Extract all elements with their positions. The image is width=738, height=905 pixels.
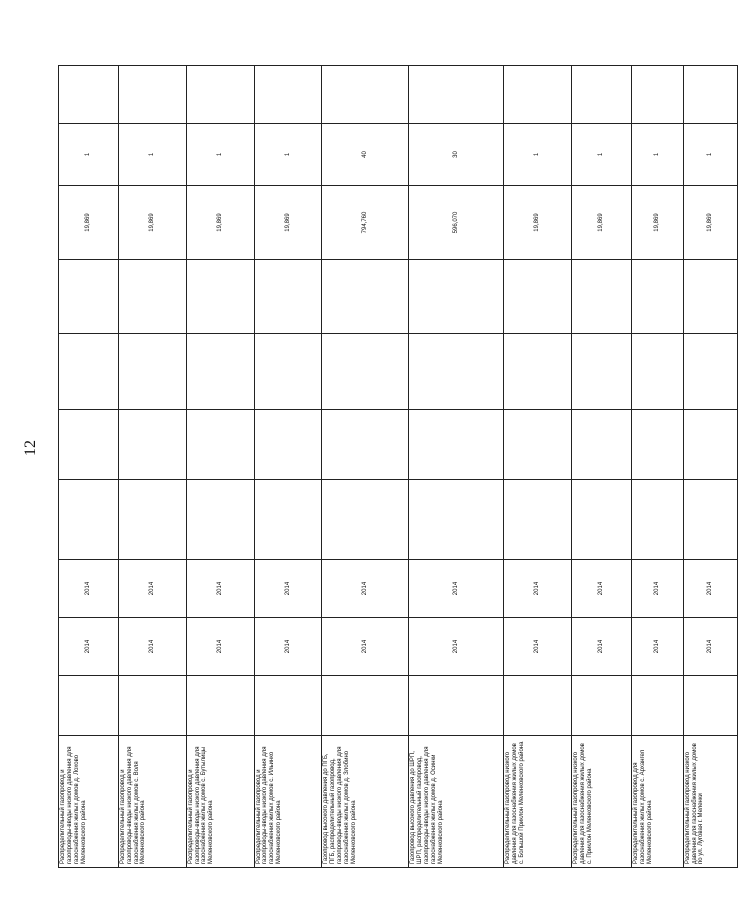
- object-name-cell: Распределительный газопровод и газопроводы-вводы низкого давления для газоснабжения жилых домов д. Лохово Меленковского района: [59, 736, 119, 868]
- empty-cell: [572, 410, 632, 480]
- empty-cell: [409, 334, 504, 410]
- empty-cell: [504, 410, 572, 480]
- value-cell: 19,869: [632, 186, 684, 260]
- count-cell: 1: [572, 124, 632, 186]
- empty-cell: [59, 676, 119, 736]
- start-year-cell: 2014: [118, 618, 186, 676]
- value-cell: 19,869: [683, 186, 737, 260]
- empty-cell: [632, 334, 684, 410]
- table-row: [683, 66, 737, 868]
- empty-cell: [683, 676, 737, 736]
- empty-cell: [59, 480, 119, 560]
- end-year-cell: 2014: [409, 560, 504, 618]
- empty-cell: [322, 676, 409, 736]
- table-row: [186, 66, 254, 868]
- count-cell: 1: [632, 124, 684, 186]
- count-cell: 1: [683, 124, 737, 186]
- empty-cell: [572, 260, 632, 334]
- empty-cell: [504, 66, 572, 124]
- count-cell: 1: [504, 124, 572, 186]
- empty-cell: [118, 260, 186, 334]
- value-cell: 19,869: [59, 186, 119, 260]
- start-year-cell: 2014: [572, 618, 632, 676]
- empty-cell: [504, 334, 572, 410]
- end-year-cell: 2014: [322, 560, 409, 618]
- start-year-cell: 2014: [322, 618, 409, 676]
- empty-cell: [322, 260, 409, 334]
- start-year-cell: 2014: [59, 618, 119, 676]
- object-name-cell: Распределительный газопровод и газопроводы-вводы низкого давления для газоснабжения жилых домов с. Воля Меленковского района: [118, 736, 186, 868]
- empty-cell: [186, 66, 254, 124]
- value-cell: 19,869: [572, 186, 632, 260]
- empty-cell: [632, 260, 684, 334]
- object-name-cell: Распределительный газопровод и газопроводы-вводы низкого давления для газоснабжения жилых домов с. Ильинко Меленковского района: [254, 736, 322, 868]
- empty-cell: [572, 334, 632, 410]
- empty-cell: [322, 480, 409, 560]
- empty-cell: [409, 480, 504, 560]
- empty-cell: [504, 260, 572, 334]
- empty-cell: [572, 676, 632, 736]
- empty-cell: [572, 66, 632, 124]
- empty-cell: [186, 410, 254, 480]
- empty-cell: [409, 260, 504, 334]
- empty-cell: [254, 334, 322, 410]
- empty-cell: [322, 410, 409, 480]
- empty-cell: [254, 410, 322, 480]
- empty-cell: [683, 260, 737, 334]
- table-wrapper: [58, 116, 738, 868]
- table-row: [59, 66, 119, 868]
- object-name-cell: Распределительный газопровод для газоснабжения жилых домов с. Архангел Меленковского района: [632, 736, 684, 868]
- count-cell: 1: [118, 124, 186, 186]
- empty-cell: [59, 260, 119, 334]
- gas-pipeline-table: [58, 65, 738, 868]
- table-row: [504, 66, 572, 868]
- empty-cell: [186, 260, 254, 334]
- end-year-cell: 2014: [186, 560, 254, 618]
- empty-cell: [572, 480, 632, 560]
- empty-cell: [118, 66, 186, 124]
- count-cell: 40: [322, 124, 409, 186]
- table-row: [632, 66, 684, 868]
- object-name-cell: Газопровод высокого давления до ШРП, ШРП, распределительный газопровод, газопроводы-вводы низкого давления для газоснабжения жилых домов д. Осинки Меленковского района: [409, 736, 504, 868]
- count-cell: 1: [186, 124, 254, 186]
- start-year-cell: 2014: [632, 618, 684, 676]
- end-year-cell: 2014: [254, 560, 322, 618]
- count-cell: 1: [59, 124, 119, 186]
- start-year-cell: 2014: [186, 618, 254, 676]
- start-year-cell: 2014: [254, 618, 322, 676]
- empty-cell: [683, 334, 737, 410]
- empty-cell: [254, 66, 322, 124]
- table-row: [572, 66, 632, 868]
- value-cell: 19,869: [254, 186, 322, 260]
- empty-cell: [409, 410, 504, 480]
- empty-cell: [118, 334, 186, 410]
- end-year-cell: 2014: [632, 560, 684, 618]
- table-row: [322, 66, 409, 868]
- empty-cell: [59, 410, 119, 480]
- empty-cell: [683, 66, 737, 124]
- value-cell: 19,869: [118, 186, 186, 260]
- empty-cell: [632, 410, 684, 480]
- object-name-cell: Распределительный газопровод и газопроводы-вводы низкого давления для газоснабжения жилых домов с. Бутылицы Меленковского района: [186, 736, 254, 868]
- start-year-cell: 2014: [683, 618, 737, 676]
- count-cell: 30: [409, 124, 504, 186]
- start-year-cell: 2014: [504, 618, 572, 676]
- value-cell: 19,869: [504, 186, 572, 260]
- table-row: [409, 66, 504, 868]
- empty-cell: [254, 480, 322, 560]
- empty-cell: [683, 410, 737, 480]
- empty-cell: [322, 66, 409, 124]
- empty-cell: [186, 676, 254, 736]
- table-row: [118, 66, 186, 868]
- empty-cell: [409, 676, 504, 736]
- empty-cell: [118, 480, 186, 560]
- end-year-cell: 2014: [504, 560, 572, 618]
- count-cell: 1: [254, 124, 322, 186]
- object-name-cell: Распределительный газопровод низкого давления для газоснабжения жилых домов с. Большой Приклон Меленковского района: [504, 736, 572, 868]
- empty-cell: [683, 480, 737, 560]
- empty-cell: [254, 260, 322, 334]
- empty-cell: [59, 66, 119, 124]
- table-row: [254, 66, 322, 868]
- value-cell: 794,760: [322, 186, 409, 260]
- empty-cell: [322, 334, 409, 410]
- empty-cell: [59, 334, 119, 410]
- object-name-cell: Распределительный газопровод низкого давления для газоснабжения жилых домов с. Приклон Меленковского района: [572, 736, 632, 868]
- empty-cell: [632, 66, 684, 124]
- end-year-cell: 2014: [683, 560, 737, 618]
- empty-cell: [186, 480, 254, 560]
- end-year-cell: 2014: [572, 560, 632, 618]
- empty-cell: [504, 676, 572, 736]
- empty-cell: [186, 334, 254, 410]
- empty-cell: [118, 676, 186, 736]
- end-year-cell: 2014: [118, 560, 186, 618]
- value-cell: 596,070: [409, 186, 504, 260]
- object-name-cell: Распределительный газопровод низкого давления для газоснабжения жилых домов по ул. Луговая г. Меленки: [683, 736, 737, 868]
- empty-cell: [632, 676, 684, 736]
- empty-cell: [632, 480, 684, 560]
- page-number: 12: [22, 440, 39, 456]
- value-cell: 19,869: [186, 186, 254, 260]
- start-year-cell: 2014: [409, 618, 504, 676]
- empty-cell: [409, 66, 504, 124]
- empty-cell: [118, 410, 186, 480]
- empty-cell: [504, 480, 572, 560]
- table-body: [59, 66, 738, 868]
- empty-cell: [254, 676, 322, 736]
- end-year-cell: 2014: [59, 560, 119, 618]
- object-name-cell: Газопровод высокого давления до ПГБ, ПГБ, распределительный газопровод, газопроводы-вводы низкого давления для газоснабжения жилых домов д. Злобино Меленковского района: [322, 736, 409, 868]
